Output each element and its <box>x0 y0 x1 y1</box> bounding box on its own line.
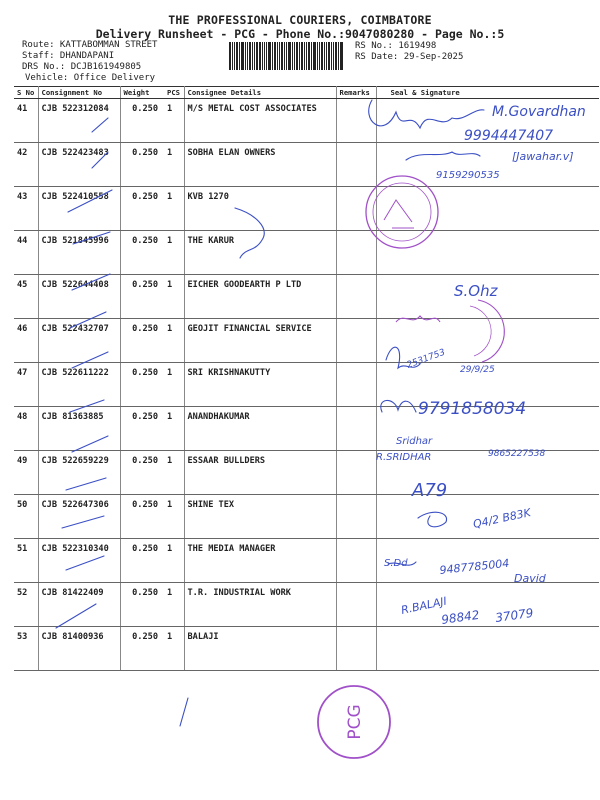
barcode-bar <box>234 42 235 70</box>
row-remarks <box>336 231 376 275</box>
barcode-bar <box>321 42 323 70</box>
row-remarks <box>336 627 376 671</box>
table-row <box>14 583 599 627</box>
col-sno: S No <box>14 87 38 99</box>
table-header <box>14 87 599 99</box>
row-weight: 0.250 <box>120 99 164 143</box>
barcode-bar <box>247 42 248 70</box>
barcode-bar <box>249 42 251 70</box>
barcode-bar <box>241 42 244 70</box>
col-consignee: Consignee Details <box>184 87 336 99</box>
barcode-bar <box>292 42 293 70</box>
handwriting-text: 98842 <box>440 607 481 627</box>
barcode-bar <box>239 42 240 70</box>
row-pcs: 1 <box>164 143 184 187</box>
barcode-bar <box>333 42 334 70</box>
barcode-bar <box>340 42 343 70</box>
row-weight: 0.250 <box>120 143 164 187</box>
row-sno: 48 <box>14 407 38 451</box>
barcode-bar <box>328 42 330 70</box>
row-pcs: 1 <box>164 231 184 275</box>
row-consignee: T.R. INDUSTRIAL WORK <box>184 583 336 627</box>
row-consignment: CJB 522611222 <box>38 363 120 407</box>
barcode-bar <box>274 42 276 70</box>
barcode-bar <box>264 42 265 70</box>
rs-date: RS Date: 29-Sep-2025 <box>355 52 464 62</box>
handwriting-text: 29/9/25 <box>460 365 495 375</box>
barcode-bar <box>338 42 339 70</box>
row-signature <box>376 99 599 143</box>
row-consignee: SOBHA ELAN OWNERS <box>184 143 336 187</box>
row-pcs: 1 <box>164 407 184 451</box>
row-consignee: ANANDHAKUMAR <box>184 407 336 451</box>
handwriting-text: 37079 <box>494 605 535 625</box>
row-consignment: CJB 522432707 <box>38 319 120 363</box>
row-weight: 0.250 <box>120 407 164 451</box>
row-signature <box>376 363 599 407</box>
table-row <box>14 495 599 539</box>
row-weight: 0.250 <box>120 363 164 407</box>
vehicle-label: Vehicle: Office Delivery <box>25 73 156 83</box>
table-row <box>14 319 599 363</box>
barcode-bar <box>277 42 278 70</box>
row-consignee: GEOJIT FINANCIAL SERVICE <box>184 319 336 363</box>
row-sno: 43 <box>14 187 38 231</box>
row-signature <box>376 275 599 319</box>
handwriting-text: R.BALAJI <box>399 594 448 617</box>
row-weight: 0.250 <box>120 275 164 319</box>
row-consignee: M/S METAL COST ASSOCIATES <box>184 99 336 143</box>
table-row <box>14 99 599 143</box>
col-pcs: PCS <box>164 87 184 99</box>
table-row <box>14 275 599 319</box>
row-consignment: CJB 522647306 <box>38 495 120 539</box>
handwriting-text: S.Dd <box>384 558 408 569</box>
table-row <box>14 407 599 451</box>
row-sno: 44 <box>14 231 38 275</box>
row-consignee: ESSAAR BULLDERS <box>184 451 336 495</box>
barcode-bar <box>311 42 312 70</box>
table-row <box>14 231 599 275</box>
barcode-bar <box>262 42 263 70</box>
row-sno: 52 <box>14 583 38 627</box>
row-signature <box>376 187 599 231</box>
row-consignment: CJB 522310340 <box>38 539 120 583</box>
row-remarks <box>336 319 376 363</box>
row-consignment: CJB 522644408 <box>38 275 120 319</box>
row-consignment: CJB 81400936 <box>38 627 120 671</box>
row-weight: 0.250 <box>120 539 164 583</box>
row-consignee: KVB 1270 <box>184 187 336 231</box>
barcode-bar <box>319 42 320 70</box>
row-signature <box>376 143 599 187</box>
row-remarks <box>336 363 376 407</box>
table-row <box>14 451 599 495</box>
row-remarks <box>336 99 376 143</box>
col-consignment: Consignment No <box>38 87 120 99</box>
barcode-bar <box>254 42 255 70</box>
barcode-bar <box>301 42 303 70</box>
barcode-bar <box>252 42 253 70</box>
row-consignment: CJB 81363885 <box>38 407 120 451</box>
row-consignee: SHINE TEX <box>184 495 336 539</box>
row-consignee: BALAJI <box>184 627 336 671</box>
barcode-bar <box>317 42 318 70</box>
row-weight: 0.250 <box>120 451 164 495</box>
barcode-bar <box>306 42 307 70</box>
barcode-bar <box>266 42 267 70</box>
row-weight: 0.250 <box>120 231 164 275</box>
barcode-bar <box>313 42 316 70</box>
barcode <box>229 42 350 70</box>
row-sno: 49 <box>14 451 38 495</box>
row-pcs: 1 <box>164 627 184 671</box>
barcode-bar <box>232 42 233 70</box>
row-sno: 50 <box>14 495 38 539</box>
table-row <box>14 363 599 407</box>
row-sno: 53 <box>14 627 38 671</box>
handwriting-text: S.Ohz <box>454 282 498 300</box>
row-sno: 42 <box>14 143 38 187</box>
barcode-bar <box>284 42 285 70</box>
row-weight: 0.250 <box>120 495 164 539</box>
handwriting-text: R.SRIDHAR <box>376 452 432 463</box>
row-pcs: 1 <box>164 187 184 231</box>
row-signature <box>376 319 599 363</box>
handwriting-text: 9159290535 <box>436 170 500 181</box>
row-pcs: 1 <box>164 539 184 583</box>
row-signature <box>376 495 599 539</box>
table-row <box>14 143 599 187</box>
row-consignee: THE MEDIA MANAGER <box>184 539 336 583</box>
barcode-bar <box>256 42 258 70</box>
row-consignment: CJB 522423483 <box>38 143 120 187</box>
row-signature <box>376 627 599 671</box>
handwriting-text: A79 <box>412 480 448 501</box>
barcode-bar <box>281 42 283 70</box>
row-weight: 0.250 <box>120 319 164 363</box>
company-title: THE PROFESSIONAL COURIERS, COIMBATORE <box>168 13 432 27</box>
row-remarks <box>336 451 376 495</box>
row-consignee: THE KARUR <box>184 231 336 275</box>
handwriting-text: 9994447407 <box>464 128 554 144</box>
row-consignment: CJB 521845996 <box>38 231 120 275</box>
row-remarks <box>336 407 376 451</box>
rs-number: RS No.: 1619498 <box>355 41 437 51</box>
tick-mark <box>180 698 188 726</box>
barcode-bar <box>288 42 291 70</box>
handwriting-text: [Jawahar.v] <box>512 150 574 163</box>
table-row <box>14 187 599 231</box>
handwriting-text: Sridhar <box>396 436 433 447</box>
barcode-bar <box>326 42 327 70</box>
row-sno: 47 <box>14 363 38 407</box>
row-signature <box>376 407 599 451</box>
row-signature <box>376 539 599 583</box>
barcode-bar <box>308 42 310 70</box>
handwriting-text: Q4/2 B83K <box>471 506 532 531</box>
barcode-bar <box>259 42 261 70</box>
row-weight: 0.250 <box>120 187 164 231</box>
barcode-bar <box>304 42 305 70</box>
drs-number: DRS No.: DCJB161949805 <box>22 62 142 72</box>
row-pcs: 1 <box>164 363 184 407</box>
row-sno: 41 <box>14 99 38 143</box>
row-signature <box>376 583 599 627</box>
row-consignment: CJB 522312084 <box>38 99 120 143</box>
handwriting-text: David <box>514 572 546 585</box>
handwriting-text: 9791858034 <box>418 399 527 419</box>
row-pcs: 1 <box>164 319 184 363</box>
row-pcs: 1 <box>164 495 184 539</box>
barcode-bar <box>294 42 295 70</box>
handwriting-text: 2531753 <box>405 347 447 371</box>
barcode-bar <box>268 42 271 70</box>
row-consignee: SRI KRISHNAKUTTY <box>184 363 336 407</box>
row-remarks <box>336 583 376 627</box>
table-row <box>14 539 599 583</box>
row-weight: 0.250 <box>120 583 164 627</box>
row-signature <box>376 451 599 495</box>
col-remarks: Remarks <box>336 87 376 99</box>
row-sno: 51 <box>14 539 38 583</box>
row-consignee: EICHER GOODEARTH P LTD <box>184 275 336 319</box>
runsheet-table <box>14 86 599 671</box>
barcode-bar <box>335 42 337 70</box>
row-remarks <box>336 143 376 187</box>
row-remarks <box>336 539 376 583</box>
row-weight: 0.250 <box>120 627 164 671</box>
row-sno: 45 <box>14 275 38 319</box>
row-pcs: 1 <box>164 583 184 627</box>
col-weight: Weight <box>120 87 164 99</box>
route-label: Route: KATTABOMMAN STREET <box>22 40 158 50</box>
staff-label: Staff: DHANDAPANI <box>22 51 115 61</box>
barcode-bar <box>245 42 246 70</box>
row-remarks <box>336 275 376 319</box>
row-remarks <box>336 495 376 539</box>
barcode-bar <box>324 42 325 70</box>
handwriting-text: 9487785004 <box>438 556 510 577</box>
row-remarks <box>336 187 376 231</box>
row-pcs: 1 <box>164 275 184 319</box>
row-pcs: 1 <box>164 99 184 143</box>
row-consignment: CJB 522659229 <box>38 451 120 495</box>
handwriting-text: 9865227538 <box>488 449 546 459</box>
table-row <box>14 627 599 671</box>
col-seal-signature: Seal & Signature <box>376 87 599 99</box>
pcg-stamp-text: PCG <box>345 704 365 740</box>
barcode-bar <box>331 42 332 70</box>
row-signature <box>376 231 599 275</box>
handwriting-text: M.Govardhan <box>492 104 586 120</box>
barcode-bar <box>229 42 231 70</box>
barcode-bar <box>272 42 273 70</box>
barcode-bar <box>279 42 280 70</box>
runsheet-subtitle: Delivery Runsheet - PCG - Phone No.:9047080280 - Page No.:5 <box>95 27 505 41</box>
barcode-bar <box>299 42 300 70</box>
barcode-bar <box>296 42 298 70</box>
barcode-bar <box>286 42 287 70</box>
row-pcs: 1 <box>164 451 184 495</box>
barcode-bar <box>236 42 238 70</box>
pcg-stamp <box>318 686 390 758</box>
row-consignment: CJB 522410558 <box>38 187 120 231</box>
row-sno: 46 <box>14 319 38 363</box>
row-consignment: CJB 81422409 <box>38 583 120 627</box>
